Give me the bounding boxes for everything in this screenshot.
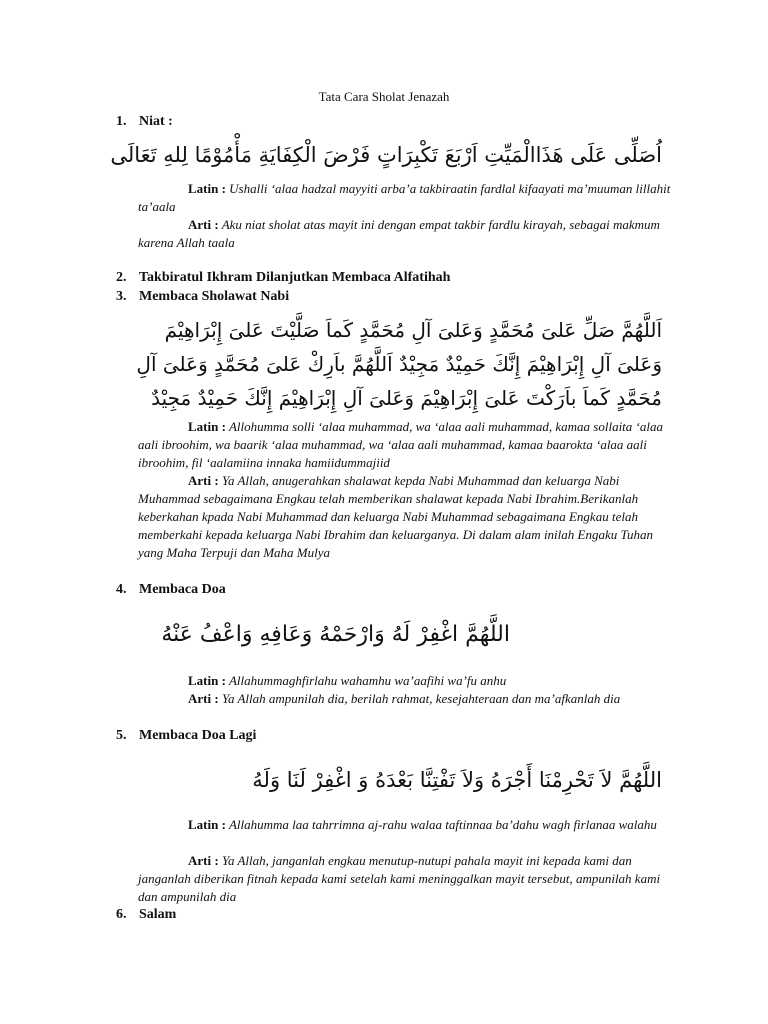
latin-sholawat xyxy=(138,418,678,472)
arti-text: Ya Allah, anugerahkan shalawat kepda Nabi Muhammad dan keluarga Nabi Muhammad sebagaimana Engkau telah memberikan shalawat kepada Nabi Ibrahim.Berikanlah keberkahan kpada Nabi Muhammad dan keluarga Nabi Muhammad sebagaimana Engkau telah memberkahi kepada keluarga Nabi Ibrahim dan keluarganya. Di dalam alam inilah Engaku Tuhan yang Maha Terpuji dan Maha Mulya xyxy=(138,473,654,560)
section-number: 2. xyxy=(116,270,127,285)
section-number: 4. xyxy=(116,582,127,597)
section-title: Membaca Doa Lagi xyxy=(139,728,257,743)
latin-text: Allahumma laa tahrrimna aj-rahu walaa taftinnaa ba’dahu wagh firlanaa walahu xyxy=(228,817,657,832)
arti-text: Aku niat sholat atas mayit ini dengan empat takbir fardlu kirayah, sebagai makmum karena Allah taala xyxy=(138,217,660,250)
arti-label: Arti : xyxy=(188,691,219,706)
arti-label: Arti : xyxy=(188,473,219,488)
arti-text: Ya Allah ampunilah dia, berilah rahmat, kesejahteraan dan ma’afkanlah dia xyxy=(221,691,621,706)
latin-label: Latin : xyxy=(188,181,226,196)
arti-sholawat xyxy=(138,472,678,562)
latin-label: Latin : xyxy=(188,817,226,832)
latin-label: Latin : xyxy=(188,673,226,688)
section-2-heading xyxy=(116,270,450,286)
document-title: Tata Cara Sholat Jenazah xyxy=(318,89,450,104)
arabic-sholawat-line-2: وَعَلىَ آلِ إِبْرَاهِيْمَ إِنَّكَ حَمِيْدٌ مَجِيْدٌ اَللَّهُمَّ باَرِكْ عَلىَ مُحَمَّدٍ وَعَلىَ آلِ xyxy=(136,352,662,376)
section-title: Niat : xyxy=(139,114,173,129)
section-3-heading xyxy=(116,289,289,305)
latin-label: Latin : xyxy=(188,419,226,434)
section-title: Membaca Sholawat Nabi xyxy=(139,289,290,304)
arabic-niat: اُصَلِّى عَلَى هَذَاالْمَيِّتِ اَرْبَعَ تَكْبِرَاتٍ فَرْضَ الْكِفَايَةِ مَأْمُوْمًا لِلهِ تَعَالَى xyxy=(110,143,662,167)
arabic-doa-lagi: اللَّهُمَّ لاَ تَحْرِمْنَا أَجْرَهُ وَلاَ تَفْتِنَّا بَعْدَهُ وَ اغْفِرْ لَنَا وَلَهُ xyxy=(252,768,662,792)
section-title: Takbiratul Ikhram Dilanjutkan Membaca Alfatihah xyxy=(139,270,451,285)
section-4-heading xyxy=(116,582,226,598)
arabic-sholawat-line-3: مُحَمَّدٍ كَماَ باَرَكْتَ عَلىَ إِبْرَاهِيْمَ وَعَلىَ آلِ إِبْرَاهِيْمَ إِنَّكَ حَمِيْدٌ مَجِيْدٌ xyxy=(151,386,662,410)
section-6-heading xyxy=(116,907,176,923)
section-title: Membaca Doa xyxy=(139,582,226,597)
section-1-heading xyxy=(116,114,173,130)
arti-doa xyxy=(138,690,678,708)
arabic-sholawat-line-1: اَللَّهُمَّ صَلِّ عَلىَ مُحَمَّدٍ وَعَلىَ آلِ مُحَمَّدٍ كَماَ صَلَّيْتَ عَلىَ إِبْرَاهِيْمَ xyxy=(164,318,662,342)
section-number: 5. xyxy=(116,728,127,743)
latin-niat xyxy=(138,180,678,216)
section-number: 3. xyxy=(116,289,127,304)
latin-text: Ushalli ‘alaa hadzal mayyiti arba’a takbiraatin fardlal kifaayati ma’muuman lillahit ta’aala xyxy=(138,181,671,214)
section-number: 1. xyxy=(116,114,127,129)
arti-niat xyxy=(138,216,678,252)
latin-text: Allohumma solli ‘alaa muhammad, wa ‘alaa aali muhammad, kamaa sollaita ‘alaa aali ibroohim, wa baarik ‘alaa muhammad, wa ‘alaa aali muhammad, kamaa baarokta ‘alaa aali ibroohim, fil ‘aalamiina innaka hamiidummajiid xyxy=(138,419,663,470)
section-number: 6. xyxy=(116,907,127,922)
section-5-heading xyxy=(116,728,256,744)
arti-label: Arti : xyxy=(188,217,219,232)
arti-label: Arti : xyxy=(188,853,219,868)
section-title: Salam xyxy=(139,907,177,922)
arti-doa-lagi xyxy=(138,852,678,906)
arti-text: Ya Allah, janganlah engkau menutup-nutupi pahala mayit ini kepada kami dan janganlah diberikan fitnah kepada kami setelah kami meninggalkan mayit tersebut, ampunilah kami dan ampunilah dia xyxy=(138,853,661,904)
arabic-doa: اللَّهُمَّ اغْفِرْ لَهُ وَارْحَمْهُ وَعَافِهِ وَاعْفُ عَنْهُ xyxy=(161,622,510,647)
latin-text: Allahummaghfirlahu wahamhu wa’aafihi wa’fu anhu xyxy=(228,673,507,688)
latin-doa xyxy=(138,672,678,690)
latin-doa-lagi xyxy=(138,816,678,834)
